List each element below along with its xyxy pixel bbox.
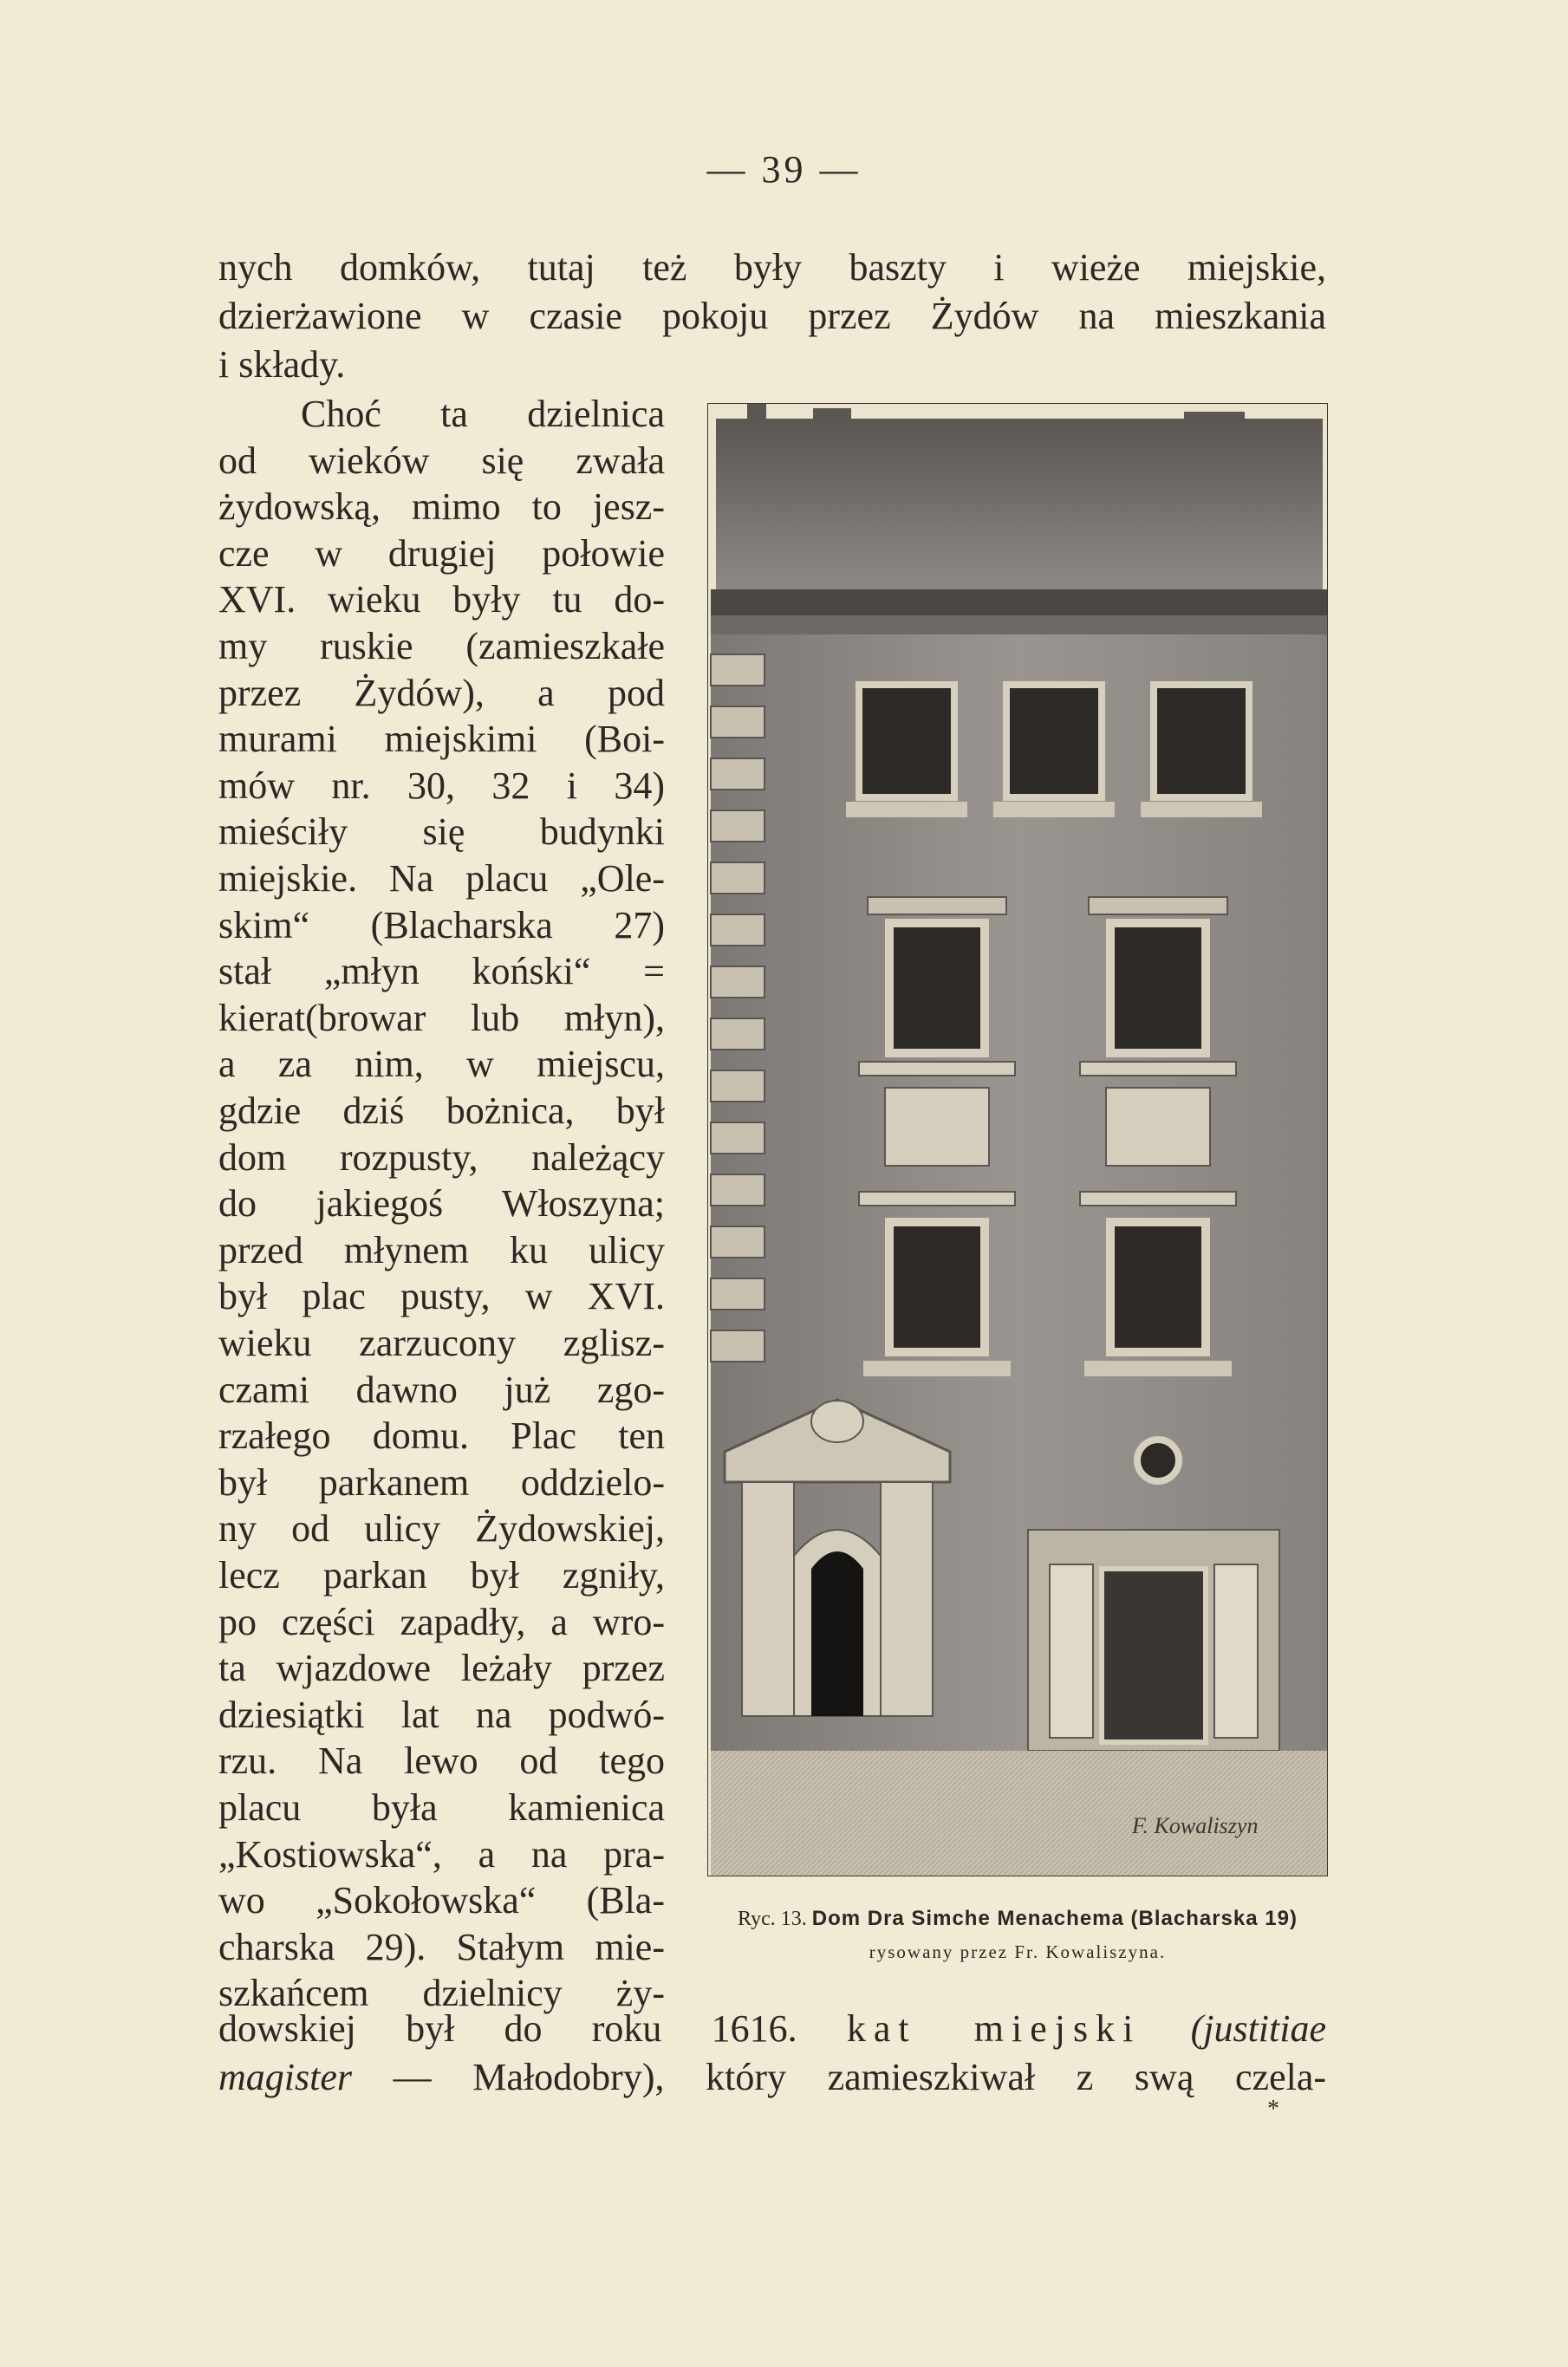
text-line: my ruskie (zamieszkałe xyxy=(218,625,665,667)
text-span: dowskiej był do roku 1616. xyxy=(218,2007,847,2050)
text-line xyxy=(218,2006,1326,2052)
text-line: rzu. Na lewo od tego xyxy=(218,1739,665,1783)
text-line: a za nim, w miejscu, xyxy=(218,1043,665,1086)
text-line: cze w drugiej połowie xyxy=(218,531,665,575)
figure-title: Dom Dra Simche Menachema (Blacharska 19) xyxy=(811,1907,1298,1930)
text-line: po części zapadły, a wro- xyxy=(218,1600,665,1643)
text-line: kierat(browar lub młyn), xyxy=(218,996,665,1039)
text-line: „Kostiowska“, a na pra- xyxy=(218,1832,665,1876)
text-span xyxy=(1141,2007,1190,2050)
text-line: XVI. wieku były tu do- xyxy=(218,578,665,621)
text-span: — Małodobry), który zamieszkiwał z swą czela- xyxy=(352,2056,1326,2098)
text-line: dziesiątki lat na podwó- xyxy=(218,1693,665,1736)
text-line: szkańcem dzielnicy ży- xyxy=(218,1972,665,2015)
text-line: gdzie dziś bożnica, był xyxy=(218,1089,665,1132)
text-line: lecz parkan był zgniły, xyxy=(218,1554,665,1596)
text-line: wieku zarzucony zglisz- xyxy=(218,1322,665,1364)
text-line: przed młynem ku ulicy xyxy=(218,1228,665,1271)
italic-text-span: magister xyxy=(218,2056,352,2098)
text-line: żydowską, mimo to jesz- xyxy=(218,485,665,529)
illustration-signature: F. Kowaliszyn xyxy=(1132,1813,1259,1838)
text-line: dzierżawione w czasie pokoju przez Żydów na mieszkania xyxy=(218,295,1326,337)
text-line: rzałego domu. Plac ten xyxy=(218,1414,665,1458)
text-line: był plac pusty, w XVI. xyxy=(218,1275,665,1318)
text-line: mieściły się budynki xyxy=(218,810,665,854)
text-line: przez Żydów), a pod xyxy=(218,671,665,714)
figure-number: Ryc. 13. xyxy=(738,1908,807,1930)
text-line: charska 29). Stałym mie- xyxy=(218,1925,665,1968)
text-line: mów nr. 30, 32 i 34) xyxy=(218,764,665,807)
building-illustration xyxy=(707,403,1328,1876)
figure-caption xyxy=(707,1907,1328,1931)
text-line: skim“ (Blacharska 27) xyxy=(218,903,665,946)
text-line: do jakiegoś Włoszyna; xyxy=(218,1182,665,1226)
text-line: wo „Sokołowska“ (Bla- xyxy=(218,1879,665,1922)
page-number: — 39 — xyxy=(706,148,862,191)
text-line: czami dawno już zgo- xyxy=(218,1368,665,1411)
figure-credit: rysowany przez Fr. Kowaliszyna. xyxy=(869,1941,1167,1962)
text-line: nych domków, tutaj też były baszty i wieże miejskie, xyxy=(218,246,1326,289)
text-line: Choć ta dzielnica xyxy=(301,393,665,435)
text-line: stał „młyn koński“ = xyxy=(218,950,665,993)
text-line: murami miejskimi (Boi- xyxy=(218,718,665,761)
text-line: ny od ulicy Żydowskiej, xyxy=(218,1507,665,1551)
spaced-text-span: kat miejski xyxy=(846,2007,1142,2050)
text-line: placu była kamienica xyxy=(218,1786,665,1829)
italic-text-span: (justitiae xyxy=(1190,2007,1327,2050)
text-line: dom rozpusty, należący xyxy=(218,1135,665,1179)
text-line: od wieków się zwała xyxy=(218,439,665,482)
text-line: ta wjazdowe leżały przez xyxy=(218,1647,665,1690)
text-line xyxy=(218,2054,1326,2101)
text-line: był parkanem oddzielo- xyxy=(218,1460,665,1504)
footer-mark: * xyxy=(1267,2096,1279,2123)
text-line: miejskie. Na placu „Ole- xyxy=(218,857,665,900)
text-line: i składy. xyxy=(218,343,346,386)
